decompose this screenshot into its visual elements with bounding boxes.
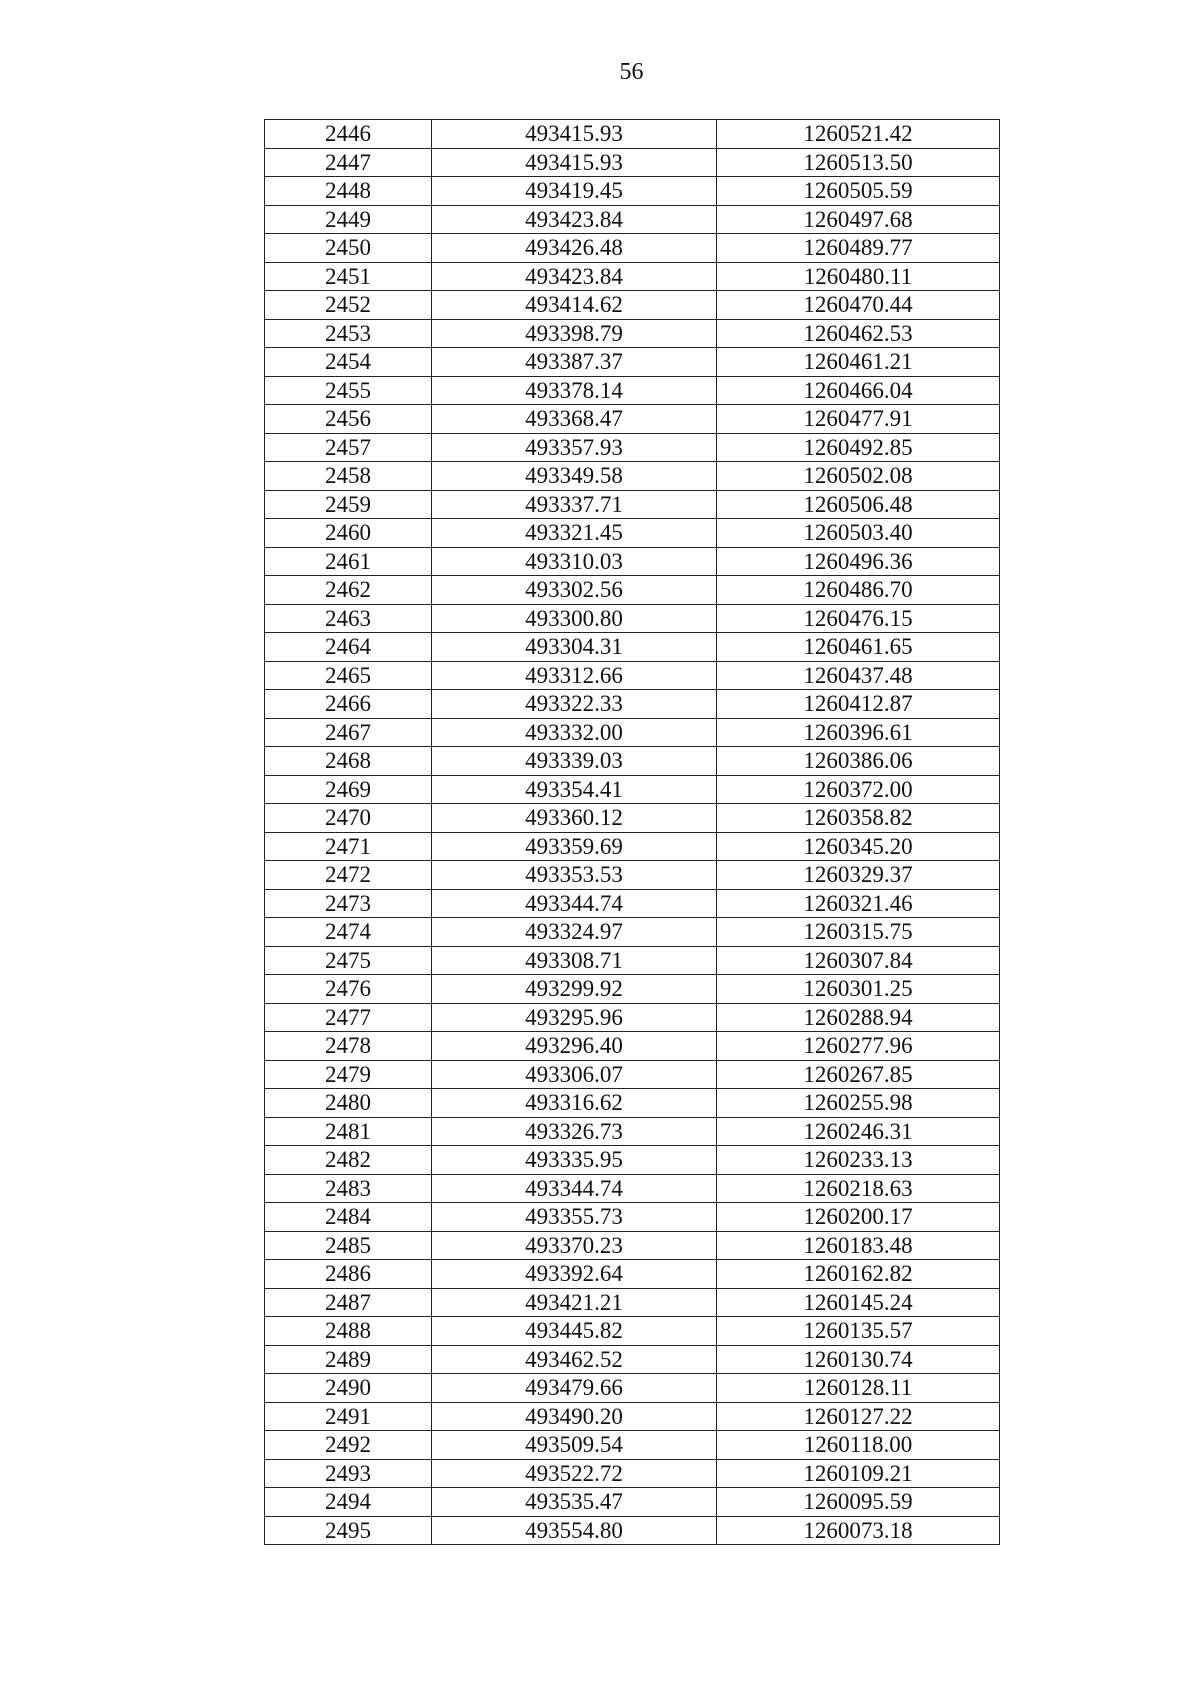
x-coordinate-cell: 493344.74 <box>432 1174 717 1203</box>
table-row <box>265 946 1000 975</box>
y-coordinate-cell: 1260489.77 <box>717 234 1000 263</box>
coordinate-table-body <box>265 120 1000 1545</box>
table-row <box>265 490 1000 519</box>
point-number-cell: 2461 <box>265 547 432 576</box>
y-coordinate-cell: 1260503.40 <box>717 519 1000 548</box>
table-row <box>265 376 1000 405</box>
x-coordinate-cell: 493302.56 <box>432 576 717 605</box>
x-coordinate-cell: 493398.79 <box>432 319 717 348</box>
table-row <box>265 547 1000 576</box>
point-number-cell: 2458 <box>265 462 432 491</box>
x-coordinate-cell: 493295.96 <box>432 1003 717 1032</box>
table-row <box>265 604 1000 633</box>
table-row <box>265 1288 1000 1317</box>
table-row <box>265 661 1000 690</box>
point-number-cell: 2480 <box>265 1089 432 1118</box>
y-coordinate-cell: 1260477.91 <box>717 405 1000 434</box>
table-row <box>265 348 1000 377</box>
table-row <box>265 775 1000 804</box>
x-coordinate-cell: 493299.92 <box>432 975 717 1004</box>
x-coordinate-cell: 493368.47 <box>432 405 717 434</box>
y-coordinate-cell: 1260267.85 <box>717 1060 1000 1089</box>
x-coordinate-cell: 493308.71 <box>432 946 717 975</box>
table-row <box>265 576 1000 605</box>
x-coordinate-cell: 493359.69 <box>432 832 717 861</box>
table-row <box>265 1345 1000 1374</box>
x-coordinate-cell: 493387.37 <box>432 348 717 377</box>
table-row <box>265 832 1000 861</box>
x-coordinate-cell: 493300.80 <box>432 604 717 633</box>
table-row <box>265 718 1000 747</box>
point-number-cell: 2475 <box>265 946 432 975</box>
point-number-cell: 2450 <box>265 234 432 263</box>
table-row <box>265 1003 1000 1032</box>
y-coordinate-cell: 1260386.06 <box>717 747 1000 776</box>
table-row <box>265 120 1000 149</box>
x-coordinate-cell: 493337.71 <box>432 490 717 519</box>
y-coordinate-cell: 1260461.21 <box>717 348 1000 377</box>
x-coordinate-cell: 493321.45 <box>432 519 717 548</box>
y-coordinate-cell: 1260412.87 <box>717 690 1000 719</box>
x-coordinate-cell: 493344.74 <box>432 889 717 918</box>
point-number-cell: 2472 <box>265 861 432 890</box>
point-number-cell: 2479 <box>265 1060 432 1089</box>
y-coordinate-cell: 1260073.18 <box>717 1516 1000 1545</box>
y-coordinate-cell: 1260218.63 <box>717 1174 1000 1203</box>
point-number-cell: 2453 <box>265 319 432 348</box>
point-number-cell: 2467 <box>265 718 432 747</box>
x-coordinate-cell: 493304.31 <box>432 633 717 662</box>
x-coordinate-cell: 493332.00 <box>432 718 717 747</box>
x-coordinate-cell: 493335.95 <box>432 1146 717 1175</box>
x-coordinate-cell: 493419.45 <box>432 177 717 206</box>
y-coordinate-cell: 1260466.04 <box>717 376 1000 405</box>
y-coordinate-cell: 1260200.17 <box>717 1203 1000 1232</box>
point-number-cell: 2463 <box>265 604 432 633</box>
y-coordinate-cell: 1260301.25 <box>717 975 1000 1004</box>
table-row <box>265 804 1000 833</box>
x-coordinate-cell: 493355.73 <box>432 1203 717 1232</box>
point-number-cell: 2447 <box>265 148 432 177</box>
y-coordinate-cell: 1260437.48 <box>717 661 1000 690</box>
table-row <box>265 1516 1000 1545</box>
x-coordinate-cell: 493370.23 <box>432 1231 717 1260</box>
table-row <box>265 462 1000 491</box>
point-number-cell: 2466 <box>265 690 432 719</box>
y-coordinate-cell: 1260461.65 <box>717 633 1000 662</box>
x-coordinate-cell: 493423.84 <box>432 205 717 234</box>
point-number-cell: 2470 <box>265 804 432 833</box>
y-coordinate-cell: 1260288.94 <box>717 1003 1000 1032</box>
point-number-cell: 2482 <box>265 1146 432 1175</box>
point-number-cell: 2489 <box>265 1345 432 1374</box>
x-coordinate-cell: 493490.20 <box>432 1402 717 1431</box>
y-coordinate-cell: 1260162.82 <box>717 1260 1000 1289</box>
y-coordinate-cell: 1260462.53 <box>717 319 1000 348</box>
y-coordinate-cell: 1260358.82 <box>717 804 1000 833</box>
table-row <box>265 519 1000 548</box>
point-number-cell: 2468 <box>265 747 432 776</box>
x-coordinate-cell: 493415.93 <box>432 120 717 149</box>
y-coordinate-cell: 1260321.46 <box>717 889 1000 918</box>
x-coordinate-cell: 493360.12 <box>432 804 717 833</box>
table-row <box>265 262 1000 291</box>
table-row <box>265 1317 1000 1346</box>
point-number-cell: 2465 <box>265 661 432 690</box>
table-row <box>265 918 1000 947</box>
point-number-cell: 2488 <box>265 1317 432 1346</box>
y-coordinate-cell: 1260307.84 <box>717 946 1000 975</box>
point-number-cell: 2469 <box>265 775 432 804</box>
y-coordinate-cell: 1260505.59 <box>717 177 1000 206</box>
y-coordinate-cell: 1260277.96 <box>717 1032 1000 1061</box>
table-row <box>265 1231 1000 1260</box>
point-number-cell: 2483 <box>265 1174 432 1203</box>
y-coordinate-cell: 1260118.00 <box>717 1431 1000 1460</box>
point-number-cell: 2451 <box>265 262 432 291</box>
y-coordinate-cell: 1260470.44 <box>717 291 1000 320</box>
y-coordinate-cell: 1260109.21 <box>717 1459 1000 1488</box>
coordinate-table <box>264 119 1000 1545</box>
table-row <box>265 319 1000 348</box>
x-coordinate-cell: 493322.33 <box>432 690 717 719</box>
x-coordinate-cell: 493426.48 <box>432 234 717 263</box>
table-row <box>265 234 1000 263</box>
x-coordinate-cell: 493339.03 <box>432 747 717 776</box>
table-row <box>265 1117 1000 1146</box>
x-coordinate-cell: 493414.62 <box>432 291 717 320</box>
table-row <box>265 1032 1000 1061</box>
x-coordinate-cell: 493353.53 <box>432 861 717 890</box>
table-row <box>265 975 1000 1004</box>
point-number-cell: 2477 <box>265 1003 432 1032</box>
x-coordinate-cell: 493296.40 <box>432 1032 717 1061</box>
point-number-cell: 2471 <box>265 832 432 861</box>
table-row <box>265 1488 1000 1517</box>
x-coordinate-cell: 493312.66 <box>432 661 717 690</box>
point-number-cell: 2448 <box>265 177 432 206</box>
point-number-cell: 2491 <box>265 1402 432 1431</box>
y-coordinate-cell: 1260329.37 <box>717 861 1000 890</box>
point-number-cell: 2490 <box>265 1374 432 1403</box>
point-number-cell: 2495 <box>265 1516 432 1545</box>
point-number-cell: 2492 <box>265 1431 432 1460</box>
y-coordinate-cell: 1260497.68 <box>717 205 1000 234</box>
point-number-cell: 2459 <box>265 490 432 519</box>
y-coordinate-cell: 1260496.36 <box>717 547 1000 576</box>
table-row <box>265 1260 1000 1289</box>
y-coordinate-cell: 1260145.24 <box>717 1288 1000 1317</box>
y-coordinate-cell: 1260255.98 <box>717 1089 1000 1118</box>
y-coordinate-cell: 1260127.22 <box>717 1402 1000 1431</box>
point-number-cell: 2449 <box>265 205 432 234</box>
point-number-cell: 2473 <box>265 889 432 918</box>
y-coordinate-cell: 1260128.11 <box>717 1374 1000 1403</box>
table-row <box>265 633 1000 662</box>
y-coordinate-cell: 1260480.11 <box>717 262 1000 291</box>
x-coordinate-cell: 493522.72 <box>432 1459 717 1488</box>
x-coordinate-cell: 493554.80 <box>432 1516 717 1545</box>
y-coordinate-cell: 1260502.08 <box>717 462 1000 491</box>
table-row <box>265 291 1000 320</box>
x-coordinate-cell: 493357.93 <box>432 433 717 462</box>
x-coordinate-cell: 493310.03 <box>432 547 717 576</box>
x-coordinate-cell: 493535.47 <box>432 1488 717 1517</box>
point-number-cell: 2493 <box>265 1459 432 1488</box>
table-row <box>265 177 1000 206</box>
x-coordinate-cell: 493509.54 <box>432 1431 717 1460</box>
point-number-cell: 2454 <box>265 348 432 377</box>
x-coordinate-cell: 493378.14 <box>432 376 717 405</box>
x-coordinate-cell: 493306.07 <box>432 1060 717 1089</box>
y-coordinate-cell: 1260345.20 <box>717 832 1000 861</box>
point-number-cell: 2485 <box>265 1231 432 1260</box>
table-row <box>265 1089 1000 1118</box>
x-coordinate-cell: 493462.52 <box>432 1345 717 1374</box>
x-coordinate-cell: 493349.58 <box>432 462 717 491</box>
point-number-cell: 2494 <box>265 1488 432 1517</box>
y-coordinate-cell: 1260315.75 <box>717 918 1000 947</box>
y-coordinate-cell: 1260246.31 <box>717 1117 1000 1146</box>
point-number-cell: 2481 <box>265 1117 432 1146</box>
y-coordinate-cell: 1260521.42 <box>717 120 1000 149</box>
page-number: 56 <box>619 59 644 85</box>
table-row <box>265 205 1000 234</box>
table-row <box>265 1459 1000 1488</box>
x-coordinate-cell: 493445.82 <box>432 1317 717 1346</box>
point-number-cell: 2456 <box>265 405 432 434</box>
point-number-cell: 2486 <box>265 1260 432 1289</box>
x-coordinate-cell: 493326.73 <box>432 1117 717 1146</box>
point-number-cell: 2464 <box>265 633 432 662</box>
x-coordinate-cell: 493324.97 <box>432 918 717 947</box>
table-row <box>265 1431 1000 1460</box>
point-number-cell: 2462 <box>265 576 432 605</box>
point-number-cell: 2474 <box>265 918 432 947</box>
point-number-cell: 2487 <box>265 1288 432 1317</box>
table-row <box>265 1146 1000 1175</box>
table-row <box>265 690 1000 719</box>
table-row <box>265 1203 1000 1232</box>
y-coordinate-cell: 1260396.61 <box>717 718 1000 747</box>
y-coordinate-cell: 1260372.00 <box>717 775 1000 804</box>
table-row <box>265 1060 1000 1089</box>
y-coordinate-cell: 1260130.74 <box>717 1345 1000 1374</box>
point-number-cell: 2484 <box>265 1203 432 1232</box>
x-coordinate-cell: 493392.64 <box>432 1260 717 1289</box>
y-coordinate-cell: 1260135.57 <box>717 1317 1000 1346</box>
table-row <box>265 405 1000 434</box>
y-coordinate-cell: 1260506.48 <box>717 490 1000 519</box>
y-coordinate-cell: 1260513.50 <box>717 148 1000 177</box>
table-row <box>265 747 1000 776</box>
y-coordinate-cell: 1260486.70 <box>717 576 1000 605</box>
table-row <box>265 148 1000 177</box>
y-coordinate-cell: 1260183.48 <box>717 1231 1000 1260</box>
point-number-cell: 2446 <box>265 120 432 149</box>
y-coordinate-cell: 1260233.13 <box>717 1146 1000 1175</box>
y-coordinate-cell: 1260492.85 <box>717 433 1000 462</box>
x-coordinate-cell: 493316.62 <box>432 1089 717 1118</box>
table-row <box>265 1174 1000 1203</box>
point-number-cell: 2476 <box>265 975 432 1004</box>
table-row <box>265 861 1000 890</box>
point-number-cell: 2478 <box>265 1032 432 1061</box>
y-coordinate-cell: 1260476.15 <box>717 604 1000 633</box>
point-number-cell: 2455 <box>265 376 432 405</box>
x-coordinate-cell: 493479.66 <box>432 1374 717 1403</box>
point-number-cell: 2460 <box>265 519 432 548</box>
table-row <box>265 1402 1000 1431</box>
table-row <box>265 889 1000 918</box>
x-coordinate-cell: 493421.21 <box>432 1288 717 1317</box>
y-coordinate-cell: 1260095.59 <box>717 1488 1000 1517</box>
x-coordinate-cell: 493415.93 <box>432 148 717 177</box>
x-coordinate-cell: 493423.84 <box>432 262 717 291</box>
point-number-cell: 2452 <box>265 291 432 320</box>
point-number-cell: 2457 <box>265 433 432 462</box>
table-row <box>265 1374 1000 1403</box>
table-row <box>265 433 1000 462</box>
x-coordinate-cell: 493354.41 <box>432 775 717 804</box>
